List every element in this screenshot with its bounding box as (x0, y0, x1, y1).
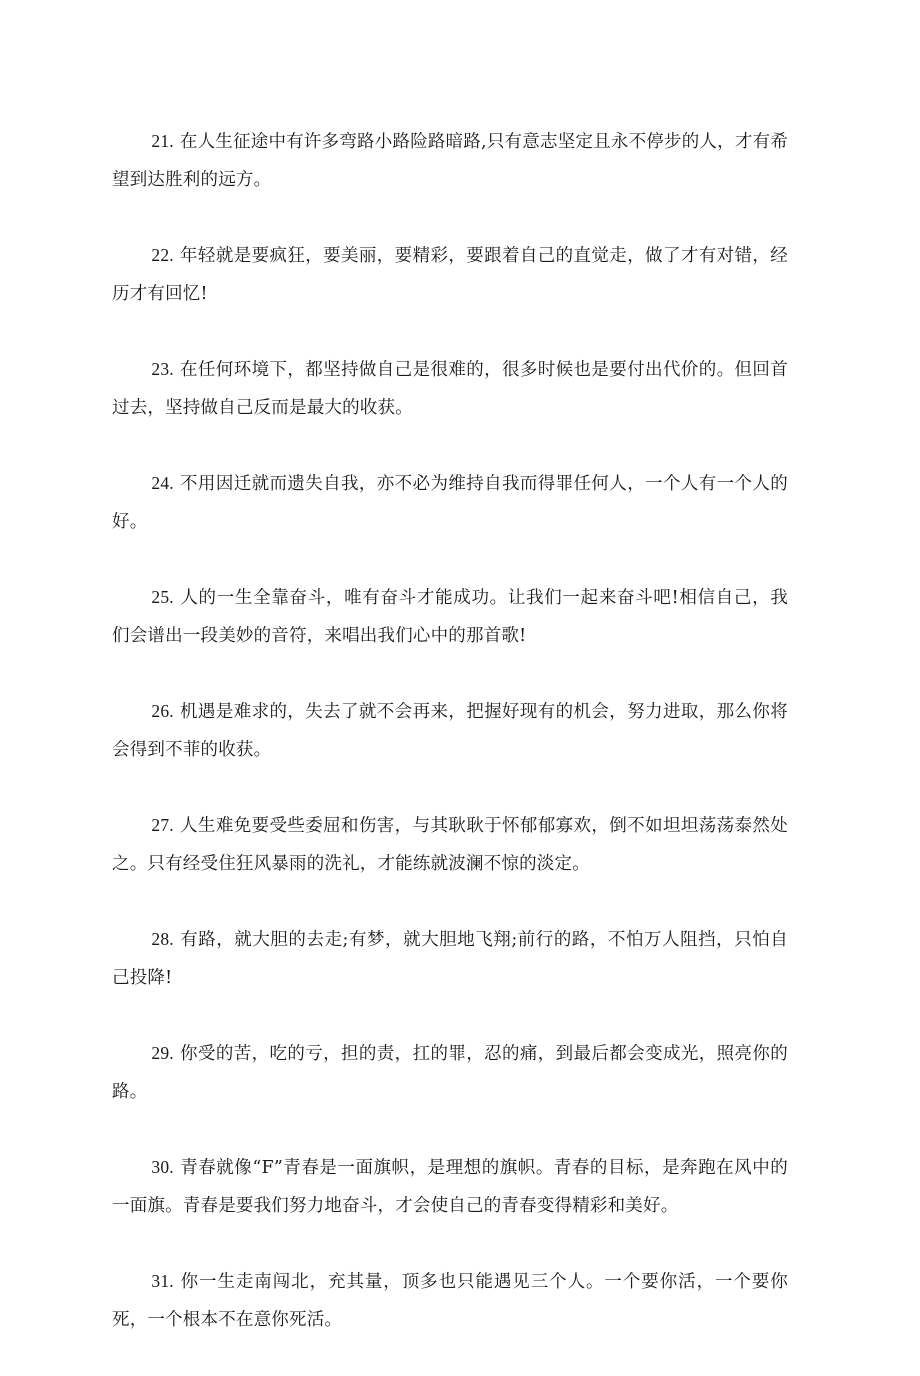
paragraph-text: 人的一生全靠奋斗，唯有奋斗才能成功。让我们一起来奋斗吧!相信自己，我们会谱出一段美妙的音符，来唱出我们心中的那首歌! (112, 588, 788, 646)
paragraph-number: 25. (151, 587, 174, 607)
paragraph-29 (112, 1034, 788, 1111)
paragraph-25 (112, 578, 788, 655)
paragraph-number: 26. (151, 701, 174, 721)
paragraph-text: 在人生征途中有许多弯路小路险路暗路,只有意志坚定且永不停步的人，才有希望到达胜利的远方。 (112, 132, 788, 190)
paragraph-number: 22. (151, 245, 174, 265)
paragraph-text: 你一生走南闯北，充其量，顶多也只能遇见三个人。一个要你活，一个要你死，一个根本不在意你死活。 (112, 1272, 788, 1330)
paragraph-30 (112, 1148, 788, 1225)
paragraph-text: 年轻就是要疯狂，要美丽，要精彩，要跟着自己的直觉走，做了才有对错，经历才有回忆! (112, 246, 788, 304)
paragraph-21 (112, 122, 788, 199)
paragraph-number: 23. (151, 359, 174, 379)
paragraph-number: 28. (151, 929, 174, 949)
paragraph-26 (112, 692, 788, 769)
paragraph-text: 不用因迁就而遗失自我，亦不必为维持自我而得罪任何人，一个人有一个人的好。 (112, 474, 788, 532)
paragraph-text: 机遇是难求的，失去了就不会再来，把握好现有的机会，努力进取，那么你将会得到不菲的收获。 (112, 702, 788, 760)
paragraph-number: 27. (151, 815, 174, 835)
paragraph-27 (112, 806, 788, 883)
document-page (112, 122, 788, 1376)
paragraph-text: 在任何环境下，都坚持做自己是很难的，很多时候也是要付出代价的。但回首过去，坚持做自己反而是最大的收获。 (112, 360, 788, 418)
paragraph-number: 24. (151, 473, 174, 493)
paragraph-31 (112, 1262, 788, 1339)
paragraph-text: 有路，就大胆的去走;有梦，就大胆地飞翔;前行的路，不怕万人阻挡，只怕自己投降! (112, 930, 788, 988)
paragraph-text: 人生难免要受些委屈和伤害，与其耿耿于怀郁郁寡欢，倒不如坦坦荡荡泰然处之。只有经受住狂风暴雨的洗礼，才能练就波澜不惊的淡定。 (112, 816, 788, 874)
paragraph-23 (112, 350, 788, 427)
paragraph-number: 21. (151, 131, 174, 151)
paragraph-text: 你受的苦，吃的亏，担的责，扛的罪，忍的痛，到最后都会变成光，照亮你的路。 (112, 1044, 788, 1102)
paragraph-28 (112, 920, 788, 997)
paragraph-24 (112, 464, 788, 541)
paragraph-text: 青春就像“F”青春是一面旗帜，是理想的旗帜。青春的目标，是奔跑在风中的一面旗。青春是要我们努力地奋斗，才会使自己的青春变得精彩和美好。 (112, 1158, 788, 1216)
paragraph-number: 31. (151, 1271, 174, 1291)
paragraph-number: 30. (151, 1157, 174, 1177)
paragraph-number: 29. (151, 1043, 174, 1063)
paragraph-22 (112, 236, 788, 313)
